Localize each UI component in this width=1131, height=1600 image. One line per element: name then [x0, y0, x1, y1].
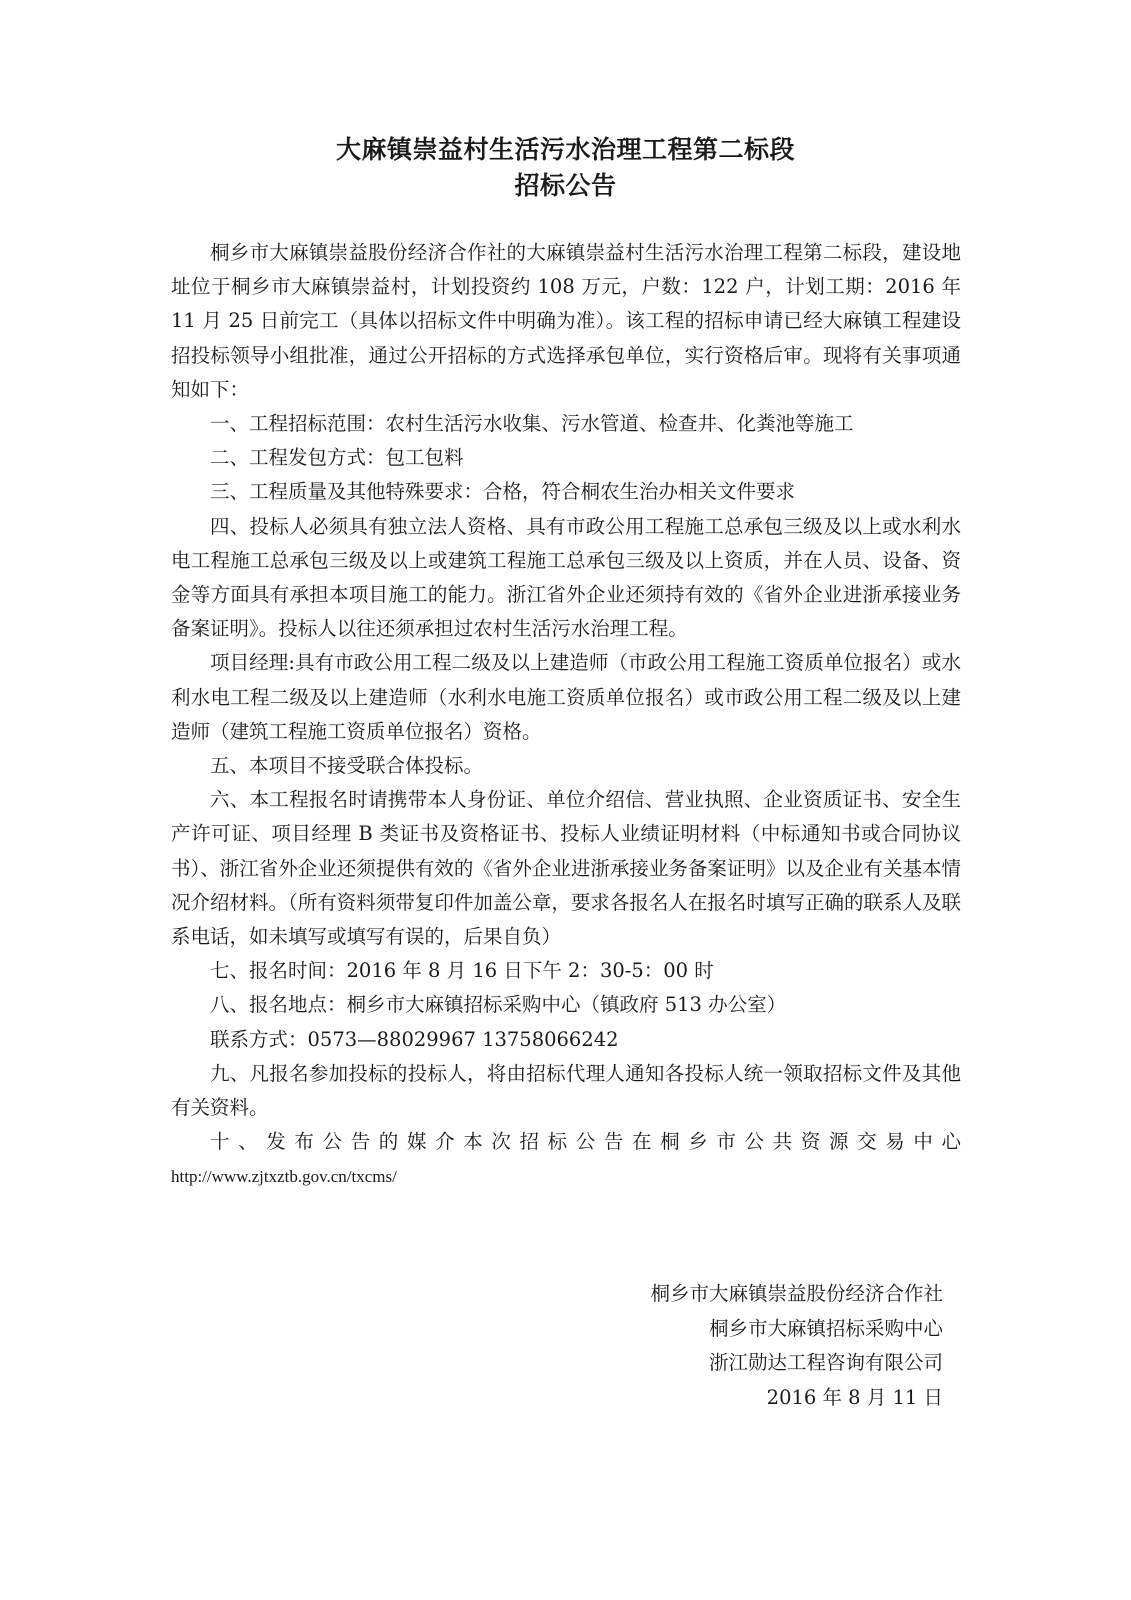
signature-org-cooperative: 桐乡市大麻镇崇益股份经济合作社	[650, 1282, 943, 1305]
signature-org-procurement-center: 桐乡市大麻镇招标采购中心	[708, 1316, 943, 1340]
publication-url[interactable]: http://www.zjtxztb.gov.cn/txcms/	[171, 1167, 397, 1187]
item-publication-media: 十、发布公告的媒介本次招标公告在桐乡市公共资源交易中心	[210, 1130, 961, 1154]
signature-org-consulting: 浙江勋达工程咨询有限公司	[708, 1351, 943, 1374]
signature-block	[650, 1277, 943, 1415]
document-title-line1: 大麻镇崇益村生活污水治理工程第二标段	[335, 135, 795, 164]
item-quality-requirements: 三、工程质量及其他特殊要求：合格，符合桐农生治办相关文件要求	[210, 480, 796, 504]
item-no-consortium: 五、本项目不接受联合体投标。	[210, 754, 484, 778]
item-scope: 一、工程招标范围：农村生活污水收集、污水管道、检查井、化粪池等施工	[210, 412, 854, 436]
title-block	[0, 132, 1131, 204]
signature-date: 2016 年 8 月 11 日	[766, 1385, 943, 1409]
item-registration-location: 八、报名地点：桐乡市大麻镇招标采购中心（镇政府 513 办公室）	[210, 993, 787, 1017]
announcement-body	[171, 236, 961, 1195]
intro-paragraph: 桐乡市大麻镇崇益股份经济合作社的大麻镇崇益村生活污水治理工程第二标段，建设地址位于桐乡市大麻镇崇益村，计划投资约 108 万元，户数：122 户，计划工期：2016 年 11 月 25 日前完工（具体以招标文件中明确为准）。该工程的招标申请已经大麻镇工程建设招投标领导小组批准，通过公开招标的方式选择承包单位，实行资格后审。现将有关事项通知如下：	[171, 241, 961, 401]
item-bidder-qualifications: 四、投标人必须具有独立法人资格、具有市政公用工程施工总承包三级及以上或水利水电工程施工总承包三级及以上或建筑工程施工总承包三级及以上资质，并在人员、设备、资金等方面具有承担本项目施工的能力。浙江省外企业还须持有效的《省外企业进浙承接业务备案证明》。投标人以往还须承担过农村生活污水治理工程。	[171, 514, 961, 641]
item-registration-documents: 六、本工程报名时请携带本人身份证、单位介绍信、营业执照、企业资质证书、安全生产许可证、项目经理 B 类证书及资格证书、投标人业绩证明材料（中标通知书或合同协议书）、浙江省外企业还须提供有效的《省外企业进浙承接业务备案证明》以及企业有关基本情况介绍材料。（所有资料须带复印件加盖公章，要求各报名人在报名时填写正确的联系人及联系电话，如未填写或填写有误的，后果自负）	[171, 788, 961, 949]
item-registration-time: 七、报名时间：2016 年 8 月 16 日下午 2：30-5：00 时	[210, 959, 714, 983]
item-bid-documents: 九、凡报名参加投标的投标人，将由招标代理人通知各投标人统一领取招标文件及其他有关资料。	[171, 1061, 961, 1120]
item-contract-method: 二、工程发包方式：包工包料	[210, 446, 464, 470]
publication-url-line	[171, 1159, 961, 1194]
contact-info: 联系方式：0573—88029967 13758066242	[210, 1027, 619, 1051]
project-manager-requirements: 项目经理:具有市政公用工程二级及以上建造师（市政公用工程施工资质单位报名）或水利水电工程二级及以上建造师（水利水电施工资质单位报名）或市政公用工程二级及以上建造师（建筑工程施工资质单位报名）资格。	[171, 651, 961, 743]
document-title-line2: 招标公告	[514, 171, 617, 200]
